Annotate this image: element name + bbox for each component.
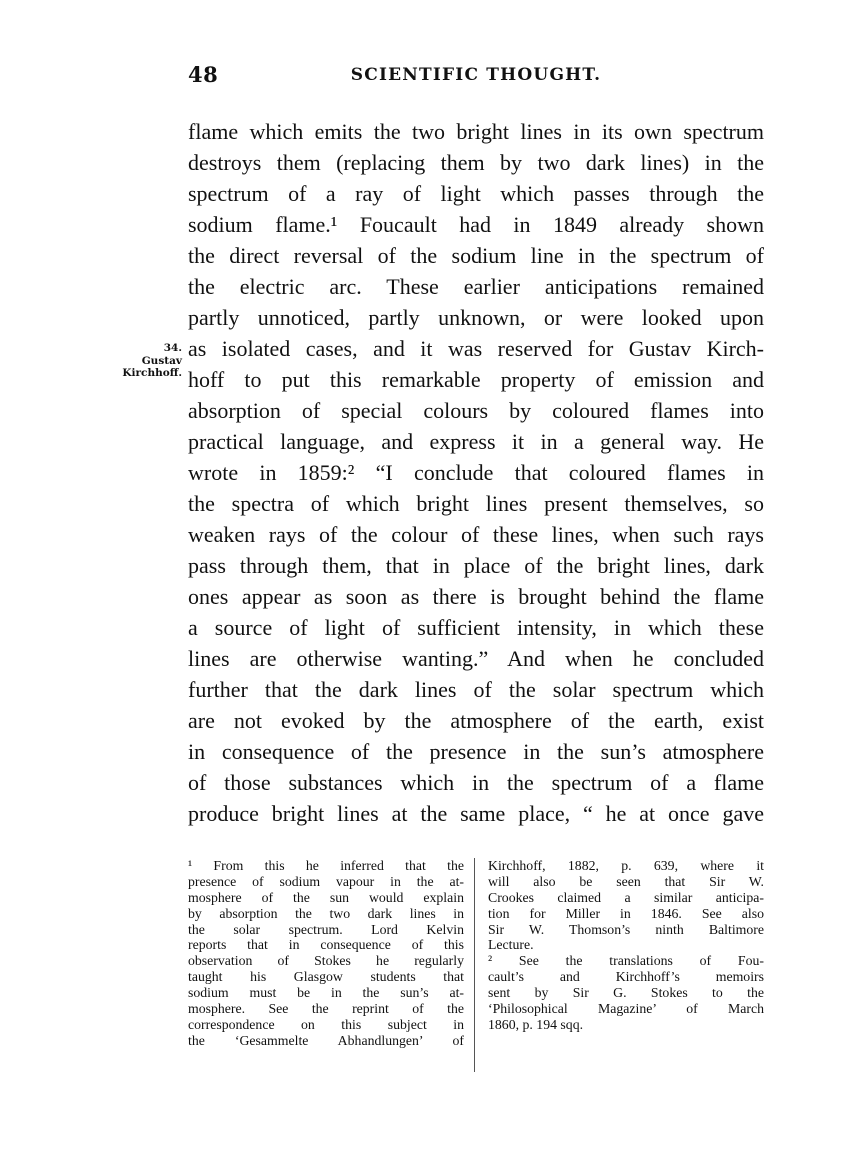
margin-note-line: Gustav — [141, 354, 182, 367]
footnote-line: ‘Philosophical Magazine’ of March — [488, 1001, 764, 1017]
body-text — [188, 116, 764, 829]
page-header — [188, 62, 764, 92]
footnote-line: Crookes claimed a similar anticipa- — [488, 889, 764, 905]
body-line: hoff to put this remarkable property of emission and — [188, 367, 764, 392]
body-line: in consequence of the presence in the sun’s atmosphere — [188, 739, 764, 764]
footnote-line: observation of Stokes he regularly — [188, 953, 464, 969]
body-line: the spectra of which bright lines present themselves, so — [188, 491, 764, 516]
footnote-line: Kirchhoff, 1882, p. 639, where it — [488, 858, 764, 873]
footnote-column-right — [488, 858, 764, 1033]
footnote-line: ¹ From this he inferred that the — [188, 858, 464, 873]
body-line: lines are otherwise wanting.” And when he concluded — [188, 646, 764, 671]
body-line: spectrum of a ray of light which passes through the — [188, 181, 764, 206]
body-line: of those substances which in the spectrum of a flame — [188, 770, 764, 795]
body-line: the direct reversal of the sodium line in the spectrum of — [188, 243, 764, 268]
body-line: further that the dark lines of the solar spectrum which — [188, 677, 764, 702]
body-line: absorption of special colours by coloured flames into — [188, 398, 764, 423]
margin-note — [92, 342, 182, 380]
body-line: sodium flame.¹ Foucault had in 1849 already shown — [188, 212, 764, 237]
body-line: wrote in 1859:² “I conclude that coloured flames in — [188, 460, 764, 485]
footnote-column-left — [188, 858, 464, 1049]
body-line: weaken rays of the colour of these lines, when such rays — [188, 522, 764, 547]
footnote-line: presence of sodium vapour in the at- — [188, 873, 464, 889]
page-number: 48 — [188, 62, 219, 87]
footnote-line: by absorption the two dark lines in — [188, 905, 464, 921]
body-line: partly unnoticed, partly unknown, or were looked upon — [188, 305, 764, 330]
body-line: a source of light of sufficient intensity, in which these — [188, 615, 764, 640]
footnote-line: the solar spectrum. Lord Kelvin — [188, 921, 464, 937]
footnote-line: the ‘Gesammelte Abhandlungen’ of — [188, 1032, 464, 1048]
body-line: as isolated cases, and it was reserved for Gustav Kirch- — [188, 336, 764, 361]
footnote-line: cault’s and Kirchhoff’s memoirs — [488, 969, 764, 985]
body-line: flame which emits the two bright lines in its own spectrum — [188, 119, 764, 144]
running-head: SCIENTIFIC THOUGHT. — [350, 65, 602, 85]
footnote-line: Lecture. — [488, 937, 534, 953]
footnote-divider — [474, 858, 475, 1072]
footnote-line: reports that in consequence of this — [188, 937, 464, 953]
body-line: produce bright lines at the same place, “ he at once gave — [188, 801, 764, 826]
footnote-line: sodium must be in the sun’s at- — [188, 985, 464, 1001]
margin-note-line: Kirchhoff. — [122, 367, 182, 379]
body-line: are not evoked by the atmosphere of the earth, exist — [188, 708, 764, 733]
body-line: practical language, and express it in a general way. He — [188, 429, 764, 454]
footnote-line: ² See the translations of Fou- — [488, 953, 764, 969]
footnote-line: correspondence on this subject in — [188, 1016, 464, 1032]
body-line: the electric arc. These earlier anticipations remained — [188, 274, 764, 299]
body-line: ones appear as soon as there is brought behind the flame — [188, 584, 764, 609]
footnote-line: 1860, p. 194 sqq. — [488, 1016, 584, 1032]
margin-note-number: 34. — [163, 342, 182, 354]
footnote-line: taught his Glasgow students that — [188, 969, 464, 985]
footnote-line: Sir W. Thomson’s ninth Baltimore — [488, 921, 764, 937]
footnote-line: mosphere. See the reprint of the — [188, 1001, 464, 1017]
body-line: destroys them (replacing them by two dark lines) in the — [188, 150, 764, 175]
footnote-line: tion for Miller in 1846. See also — [488, 905, 764, 921]
body-line: pass through them, that in place of the bright lines, dark — [188, 553, 764, 578]
footnote-line: will also be seen that Sir W. — [488, 873, 764, 889]
footnote-line: sent by Sir G. Stokes to the — [488, 985, 764, 1001]
footnote-line: mosphere of the sun would explain — [188, 889, 464, 905]
